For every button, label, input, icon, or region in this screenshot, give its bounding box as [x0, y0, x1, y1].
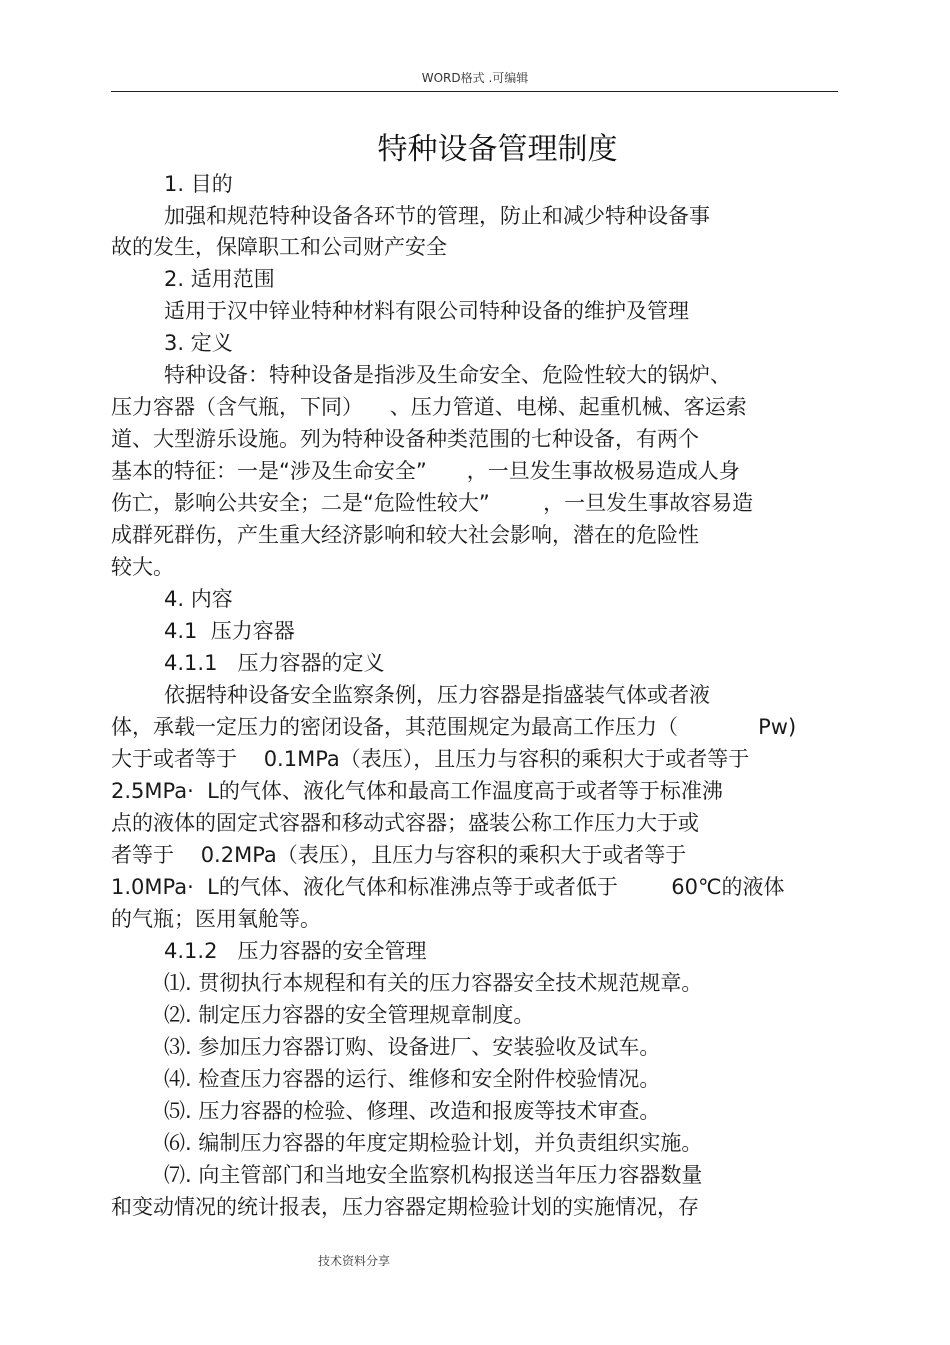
body-line: 体，承载一定压力的密闭设备，其范围规定为最高工作压力（ Pw) [111, 715, 797, 739]
body-line: 和变动情况的统计报表，压力容器定期检验计划的实施情况，存 [111, 1195, 699, 1219]
list-item: ⑷. 检查压力容器的运行、维修和安全附件校验情况。 [164, 1067, 661, 1091]
section-heading-purpose: 1. 目的 [164, 172, 233, 196]
page-footer: 技术资料分享 [318, 1254, 391, 1268]
list-item: ⑴. 贯彻执行本规程和有关的压力容器安全技术规范规章。 [164, 971, 703, 995]
body-line: 加强和规范特种设备各环节的管理，防止和减少特种设备事 [164, 204, 710, 228]
body-line: 故的发生，保障职工和公司财产安全 [111, 235, 447, 259]
body-line: 成群死群伤，产生重大经济影响和较大社会影响，潜在的危险性 [111, 523, 699, 547]
body-line: 压力容器（含气瓶，下同） 、压力管道、电梯、起重机械、客运索 [111, 395, 747, 419]
body-line: 1.0MPa· L的气体、液化气体和标准沸点等于或者低于 60℃的液体 [111, 875, 785, 899]
document-title: 特种设备管理制度 [377, 132, 618, 167]
body-line: 道、大型游乐设施。列为特种设备种类范围的七种设备，有两个 [111, 427, 699, 451]
body-line: 大于或者等于 0.1MPa（表压），且压力与容积的乘积大于或者等于 [111, 747, 750, 771]
body-line: 适用于汉中锌业特种材料有限公司特种设备的维护及管理 [164, 299, 689, 323]
list-item: ⑸. 压力容器的检验、修理、改造和报废等技术审查。 [164, 1099, 661, 1123]
list-item: ⑵. 制定压力容器的安全管理规章制度。 [164, 1003, 535, 1027]
body-line: 的气瓶；医用氧舱等。 [111, 907, 321, 931]
body-line: 2.5MPa· L的气体、液化气体和最高工作温度高于或者等于标准沸 [111, 779, 723, 803]
body-line: 特种设备：特种设备是指涉及生命安全、危险性较大的锅炉、 [164, 363, 731, 387]
body-line: 较大。 [111, 555, 174, 579]
body-line: 者等于 0.2MPa（表压），且压力与容积的乘积大于或者等于 [111, 843, 687, 867]
body-line: 点的液体的固定式容器和移动式容器；盛装公称工作压力大于或 [111, 811, 699, 835]
header-divider [111, 91, 838, 92]
body-line: 基本的特征：一是“涉及生命安全” ，一旦发生事故极易造成人身 [111, 459, 740, 483]
section-heading-scope: 2. 适用范围 [164, 267, 275, 291]
page-header: WORD格式 .可编辑 [421, 71, 529, 85]
subsection-heading: 4.1.1 压力容器的定义 [164, 651, 385, 675]
list-item: ⑶. 参加压力容器订购、设备进厂、安装验收及试车。 [164, 1035, 661, 1059]
body-line: 依据特种设备安全监察条例，压力容器是指盛装气体或者液 [164, 683, 710, 707]
subsection-heading: 4.1 压力容器 [164, 619, 295, 643]
list-item: ⑺. 向主管部门和当地安全监察机构报送当年压力容器数量 [164, 1163, 703, 1187]
list-item: ⑹. 编制压力容器的年度定期检验计划，并负责组织实施。 [164, 1131, 703, 1155]
section-heading-content: 4. 内容 [164, 587, 233, 611]
section-heading-definition: 3. 定义 [164, 331, 233, 355]
subsection-heading: 4.1.2 压力容器的安全管理 [164, 939, 427, 963]
body-line: 伤亡，影响公共安全；二是“危险性较大” ，一旦发生事故容易造 [111, 491, 754, 515]
